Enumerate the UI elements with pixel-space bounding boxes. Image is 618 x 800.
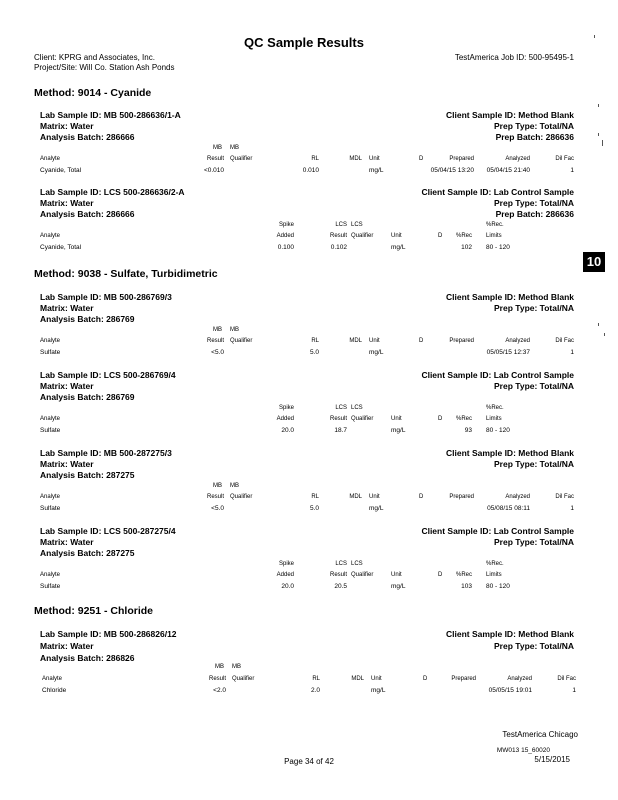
col-header: Analyte — [42, 676, 63, 682]
col-header: Analyzed — [505, 338, 530, 344]
col-header: Analyte — [40, 156, 61, 162]
col-header: Result — [206, 156, 224, 162]
prep-batch: Prep Batch: 286636 — [495, 132, 574, 142]
col-header: MDL — [351, 676, 364, 682]
result: <2.0 — [213, 687, 226, 694]
page-title: QC Sample Results — [244, 35, 364, 50]
result: <0.010 — [203, 167, 224, 174]
col-header: MDL — [349, 494, 362, 500]
col-header: Unit — [369, 156, 380, 162]
col-header: Result — [206, 494, 224, 500]
col-header: D — [423, 676, 428, 682]
lab-sample-id: Lab Sample ID: LCS 500-286636/2-A — [40, 187, 185, 197]
analyte: Sulfate — [40, 349, 61, 356]
col-header: Prepared — [449, 494, 474, 500]
col-header: Added — [276, 572, 294, 578]
col-top: %Rec. — [486, 222, 504, 228]
col-top: %Rec. — [486, 561, 504, 567]
col-top: LCS — [351, 222, 363, 228]
percent-rec: 93 — [464, 427, 472, 434]
unit: mg/L — [391, 583, 406, 590]
col-header: Unit — [391, 233, 402, 239]
col-header: Analyzed — [505, 156, 530, 162]
col-header: Qualifier — [232, 676, 255, 682]
col-header: D — [438, 233, 443, 239]
col-header: Result — [329, 572, 347, 578]
rl: 0.010 — [302, 167, 319, 174]
analyzed: 05/05/15 19:01 — [488, 687, 532, 694]
col-header: D — [438, 416, 443, 422]
col-header: Unit — [371, 676, 382, 682]
unit: mg/L — [391, 244, 406, 251]
result: <5.0 — [211, 349, 224, 356]
col-header: Result — [206, 338, 224, 344]
col-header: Prepared — [451, 676, 476, 682]
matrix: Matrix: Water — [40, 459, 94, 469]
col-top: MB — [213, 145, 222, 151]
unit: mg/L — [369, 505, 384, 512]
prep-type: Prep Type: Total/NA — [494, 537, 574, 547]
col-header: D — [419, 494, 424, 500]
col-header: Dil Fac — [555, 156, 574, 162]
lab-sample-id: Lab Sample ID: LCS 500-287275/4 — [40, 526, 176, 536]
percent-rec: 103 — [461, 583, 472, 590]
dil-fac: 1 — [570, 349, 574, 356]
lcs-result: 18.7 — [334, 427, 347, 434]
col-header: Analyte — [40, 572, 61, 578]
prepared: 05/04/15 13:20 — [430, 167, 474, 174]
col-header: Analyte — [40, 494, 61, 500]
prep-type: Prep Type: Total/NA — [494, 641, 574, 651]
col-header: MDL — [349, 338, 362, 344]
analysis-batch: Analysis Batch: 286666 — [40, 209, 135, 219]
analysis-batch: Analysis Batch: 286826 — [40, 653, 135, 663]
col-top: Spike — [278, 405, 294, 411]
client-sample-id: Client Sample ID: Lab Control Sample — [421, 526, 574, 536]
report-date: 5/15/2015 — [534, 755, 570, 764]
col-header: Analyte — [40, 416, 61, 422]
matrix: Matrix: Water — [40, 303, 94, 313]
col-header: MDL — [349, 156, 362, 162]
dil-fac: 1 — [572, 687, 576, 694]
col-header: Prepared — [449, 338, 474, 344]
col-header: D — [419, 156, 424, 162]
client-sample-id: Client Sample ID: Method Blank — [446, 292, 574, 302]
analysis-batch: Analysis Batch: 287275 — [40, 470, 135, 480]
section-tab: 10 — [583, 252, 605, 272]
col-header: Result — [208, 676, 226, 682]
analysis-batch: Analysis Batch: 286666 — [40, 132, 135, 142]
analyte: Cyanide, Total — [40, 167, 82, 174]
col-header: Dil Fac — [557, 676, 576, 682]
lcs-result: 0.102 — [330, 244, 347, 251]
col-header: Qualifier — [351, 233, 374, 239]
method-title: Method: 9251 - Chloride — [34, 605, 154, 617]
result: <5.0 — [211, 505, 224, 512]
lab-sample-id: Lab Sample ID: LCS 500-286769/4 — [40, 370, 176, 380]
col-header: %Rec — [455, 416, 472, 422]
col-header: Analyzed — [505, 494, 530, 500]
col-header: Limits — [486, 572, 502, 578]
col-header: Unit — [391, 416, 402, 422]
col-top: LCS — [351, 561, 363, 567]
analyzed: 05/05/15 12:37 — [486, 349, 530, 356]
prep-type: Prep Type: Total/NA — [494, 121, 574, 131]
analyzed: 05/08/15 08:11 — [487, 505, 530, 512]
spike-added: 0.100 — [277, 244, 294, 251]
col-top: Spike — [278, 222, 294, 228]
spike-added: 20.0 — [281, 583, 294, 590]
lab-sample-id: Lab Sample ID: MB 500-286769/3 — [40, 292, 172, 302]
limits: 80 - 120 — [486, 244, 510, 251]
col-header: Added — [276, 233, 294, 239]
spike-added: 20.0 — [281, 427, 294, 434]
limits: 80 - 120 — [486, 583, 510, 590]
limits: 80 - 120 — [486, 427, 510, 434]
client-sample-id: Client Sample ID: Lab Control Sample — [421, 370, 574, 380]
project-site: Project/Site: Will Co. Station Ash Ponds — [34, 63, 175, 72]
dil-fac: 1 — [570, 167, 574, 174]
unit: mg/L — [371, 687, 386, 694]
col-header: Analyzed — [507, 676, 532, 682]
col-header: Qualifier — [351, 572, 374, 578]
client-sample-id: Client Sample ID: Lab Control Sample — [421, 187, 574, 197]
page-number: Page 34 of 42 — [284, 757, 334, 766]
col-header: Limits — [486, 416, 502, 422]
lab-sample-id: Lab Sample ID: MB 500-286826/12 — [40, 629, 177, 639]
method-title: Method: 9038 - Sulfate, Turbidimetric — [34, 268, 218, 280]
col-header: Unit — [391, 572, 402, 578]
col-header: Qualifier — [230, 156, 253, 162]
col-top: LCS — [351, 405, 363, 411]
col-top: MB — [215, 664, 224, 670]
col-top: LCS — [335, 405, 347, 411]
analyzed: 05/04/15 21:40 — [486, 167, 530, 174]
analysis-batch: Analysis Batch: 286769 — [40, 392, 135, 402]
analysis-batch: Analysis Batch: 287275 — [40, 548, 135, 558]
col-header: Limits — [486, 233, 502, 239]
matrix: Matrix: Water — [40, 121, 94, 131]
col-header: Unit — [369, 338, 380, 344]
col-header: %Rec — [455, 233, 472, 239]
lab-sample-id: Lab Sample ID: MB 500-287275/3 — [40, 448, 172, 458]
col-top: MB — [230, 145, 239, 151]
col-header: Prepared — [449, 156, 474, 162]
col-header: Qualifier — [230, 494, 253, 500]
rl: 5.0 — [309, 505, 319, 512]
col-header: RL — [312, 676, 320, 682]
col-top: MB — [213, 327, 222, 333]
prep-type: Prep Type: Total/NA — [494, 459, 574, 469]
percent-rec: 102 — [461, 244, 472, 251]
col-header: Result — [329, 233, 347, 239]
unit: mg/L — [369, 349, 384, 356]
unit: mg/L — [369, 167, 384, 174]
col-header: D — [438, 572, 443, 578]
col-top: Spike — [278, 561, 294, 567]
col-header: RL — [311, 338, 319, 344]
col-top: MB — [230, 327, 239, 333]
rl: 5.0 — [309, 349, 319, 356]
matrix: Matrix: Water — [40, 198, 94, 208]
analyte: Sulfate — [40, 583, 61, 590]
matrix: Matrix: Water — [40, 537, 94, 547]
rl: 2.0 — [310, 687, 320, 694]
client-sample-id: Client Sample ID: Method Blank — [446, 110, 574, 120]
col-header: %Rec — [455, 572, 472, 578]
form-code: MW013 15_60020 — [496, 747, 550, 754]
job-id: TestAmerica Job ID: 500-95495-1 — [454, 53, 574, 62]
dil-fac: 1 — [570, 505, 574, 512]
col-top: MB — [213, 483, 222, 489]
method-title: Method: 9014 - Cyanide — [34, 87, 152, 99]
analyte: Cyanide, Total — [40, 244, 82, 251]
col-header: RL — [311, 494, 319, 500]
col-header: Analyte — [40, 338, 61, 344]
col-top: MB — [230, 483, 239, 489]
analyte: Sulfate — [40, 427, 61, 434]
col-top: LCS — [335, 222, 347, 228]
analysis-batch: Analysis Batch: 286769 — [40, 314, 135, 324]
col-top: MB — [232, 664, 241, 670]
prep-batch: Prep Batch: 286636 — [495, 209, 574, 219]
lab-sample-id: Lab Sample ID: MB 500-286636/1-A — [40, 110, 181, 120]
col-header: Added — [276, 416, 294, 422]
matrix: Matrix: Water — [40, 641, 94, 651]
col-header: Result — [329, 416, 347, 422]
col-header: Unit — [369, 494, 380, 500]
lab-name: TestAmerica Chicago — [502, 730, 578, 739]
col-top: LCS — [335, 561, 347, 567]
prep-type: Prep Type: Total/NA — [494, 381, 574, 391]
col-header: Qualifier — [351, 416, 374, 422]
col-header: Qualifier — [230, 338, 253, 344]
unit: mg/L — [391, 427, 406, 434]
col-header: Dil Fac — [555, 338, 574, 344]
client-sample-id: Client Sample ID: Method Blank — [446, 629, 574, 639]
col-header: D — [419, 338, 424, 344]
analyte: Chloride — [42, 687, 67, 694]
prep-type: Prep Type: Total/NA — [494, 303, 574, 313]
col-header: RL — [311, 156, 319, 162]
col-top: %Rec. — [486, 405, 504, 411]
lcs-result: 20.5 — [334, 583, 347, 590]
prep-type: Prep Type: Total/NA — [494, 198, 574, 208]
client-name: Client: KPRG and Associates, Inc. — [34, 53, 155, 62]
matrix: Matrix: Water — [40, 381, 94, 391]
col-header: Analyte — [40, 233, 61, 239]
client-sample-id: Client Sample ID: Method Blank — [446, 448, 574, 458]
analyte: Sulfate — [40, 505, 61, 512]
col-header: Dil Fac — [555, 494, 574, 500]
